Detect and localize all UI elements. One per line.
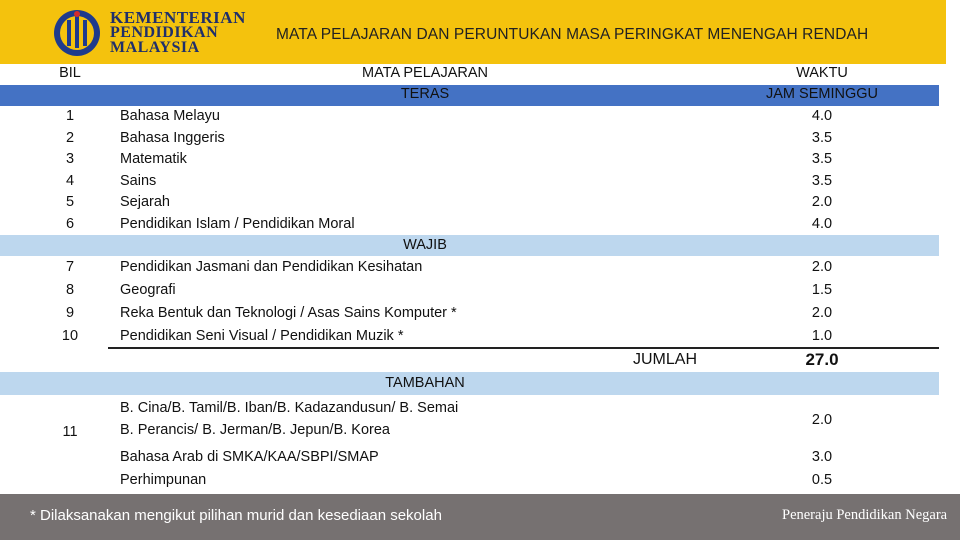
row-bil: 9 <box>65 305 75 321</box>
wajib-label: WAJIB <box>403 237 447 253</box>
row-bil: 4 <box>65 173 75 189</box>
col-header-bil: BIL <box>59 65 81 81</box>
tambahan-hours: 2.0 <box>811 412 833 428</box>
row-hours: 3.5 <box>811 130 833 146</box>
row-bil: 10 <box>61 328 79 344</box>
row-subject: Bahasa Melayu <box>120 108 220 124</box>
row-subject: Geografi <box>120 282 176 298</box>
row-bil: 3 <box>65 151 75 167</box>
row-hours: 4.0 <box>811 216 833 232</box>
slogan: Peneraju Pendidikan Negara <box>782 507 948 523</box>
row-bil: 6 <box>65 216 75 232</box>
tambahan-subject-line: B. Perancis/ B. Jerman/B. Jepun/B. Korea <box>120 422 390 438</box>
row-hours: 1.5 <box>811 282 833 298</box>
row-subject: Pendidikan Islam / Pendidikan Moral <box>120 216 355 232</box>
row-subject: Sejarah <box>120 194 170 210</box>
tambahan-bil: 11 <box>62 424 78 440</box>
ministry-crest-icon <box>52 8 102 58</box>
row-hours: 4.0 <box>811 108 833 124</box>
row-bil: 1 <box>65 108 75 124</box>
tambahan-hours: 3.0 <box>811 449 833 465</box>
footnote: * Dilaksanakan mengikut pilihan murid dan kesediaan sekolah <box>30 507 442 524</box>
row-subject: Pendidikan Jasmani dan Pendidikan Kesihatan <box>120 259 423 275</box>
tambahan-subject-line: B. Cina/B. Tamil/B. Iban/B. Kadazandusun/ B. Semai <box>120 400 459 416</box>
time-unit-label: JAM SEMINGGU <box>766 86 878 102</box>
tambahan-subject-line: Bahasa Arab di SMKA/KAA/SBPI/SMAP <box>120 449 379 465</box>
row-bil: 8 <box>65 282 75 298</box>
row-bil: 7 <box>65 259 75 275</box>
total-label: JUMLAH <box>633 351 698 368</box>
ministry-logo <box>52 8 246 60</box>
row-subject: Reka Bentuk dan Teknologi / Asas Sains Komputer * <box>120 305 457 321</box>
tambahan-label: TAMBAHAN <box>385 375 465 391</box>
slogan-container <box>760 494 960 540</box>
row-hours: 2.0 <box>811 194 833 210</box>
row-subject: Bahasa Inggeris <box>120 130 225 146</box>
total-value: 27.0 <box>805 350 839 369</box>
tambahan-subject-line: Perhimpunan <box>120 472 207 488</box>
ministry-wordmark: KEMENTERIAN PENDIDIKAN MALAYSIA <box>110 8 246 56</box>
row-subject: Sains <box>120 173 157 189</box>
col-header-subject: MATA PELAJARAN <box>362 65 488 81</box>
row-hours: 2.0 <box>811 259 833 275</box>
teras-label: TERAS <box>400 86 450 102</box>
row-hours: 1.0 <box>811 328 833 344</box>
row-hours: 3.5 <box>811 173 833 189</box>
row-bil: 2 <box>65 130 75 146</box>
row-bil: 5 <box>65 194 75 210</box>
row-hours: 2.0 <box>811 305 833 321</box>
col-header-time: WAKTU <box>796 65 848 81</box>
tambahan-hours: 0.5 <box>811 472 833 488</box>
page-title: MATA PELAJARAN DAN PERUNTUKAN MASA PERINGKAT MENENGAH RENDAH <box>276 26 869 43</box>
row-subject: Pendidikan Seni Visual / Pendidikan Muzik * <box>120 328 404 344</box>
row-subject: Matematik <box>120 151 187 167</box>
row-hours: 3.5 <box>811 151 833 167</box>
header-banner <box>0 0 946 64</box>
